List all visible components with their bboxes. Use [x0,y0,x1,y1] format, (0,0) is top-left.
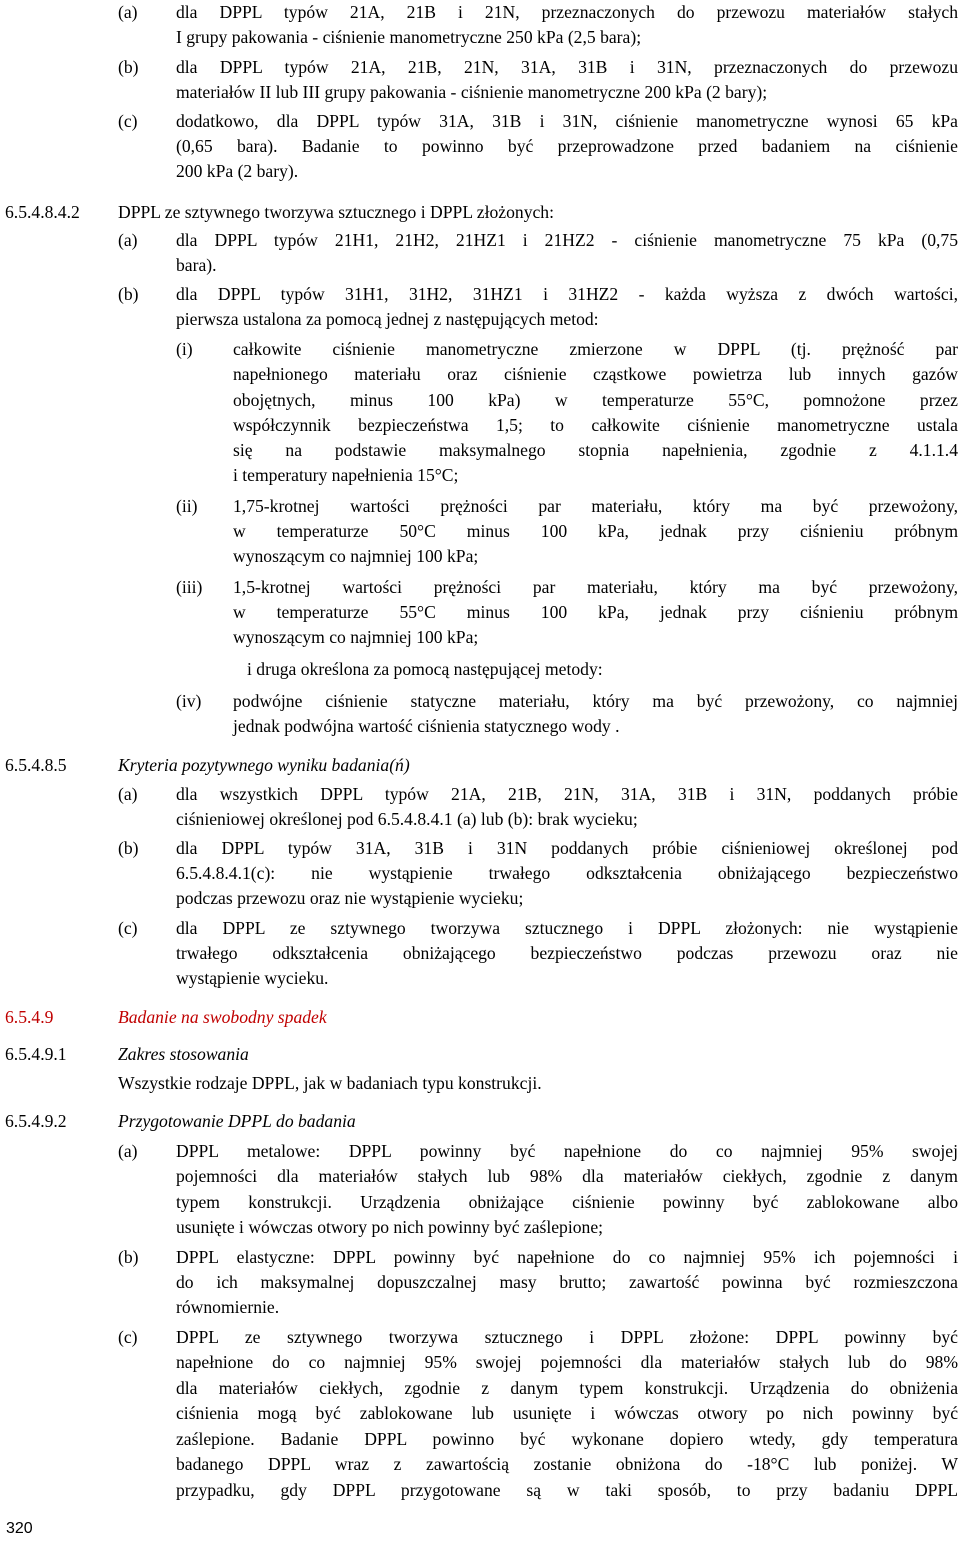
item-a-line-1: dla DPPL typów 21A, 21B i 21N, przeznaczonych do przewozu materiałów stałych [176,2,958,22]
subitem-i-line-4: współczynnik bezpieczeństwa 1,5; to całkowite ciśnienie manometryczne ustala [233,415,958,435]
item-label-b: (b) [118,284,139,304]
item-label-c: (c) [118,1327,138,1347]
subitem-iii-line-2: w temperaturze 55°C minus 100 kPa, jednak przy ciśnieniu próbnym [233,602,958,622]
item-label-c: (c) [118,111,138,131]
item-c-line-3: dla materiałów ciekłych, zgodnie z danym typem konstrukcji. Urządzenia do obniżenia [176,1378,958,1398]
subitem-i-line-1: całkowite ciśnienie manometryczne zmierzone w DPPL (tj. prężność par [233,339,958,359]
item-c-line-3: wystąpienie wycieku. [176,968,329,988]
item-a-line-3: typem konstrukcji. Urządzenia obniżające ciśnienie powinny być zablokowane albo [176,1192,958,1212]
subitem-label-iii: (iii) [176,577,203,597]
subitem-ii-line-1: 1,75-krotnej wartości prężności par materiału, który ma być przewożony, [233,496,958,516]
item-c-line-3: 200 kPa (2 bary). [176,161,299,181]
item-label-b: (b) [118,838,139,858]
item-b-line-2: do ich maksymalnej dopuszczalnej masy brutto; zawartość powinna być rozmieszczona [176,1272,958,1292]
subitem-label-i: (i) [176,339,193,359]
item-b-line-2: pierwsza ustalona za pomocą jednej z następujących metod: [176,309,599,329]
item-c-line-6: badanego DPPL wraz z zawartością zostanie obniżona do -18°C lub poniżej. W [176,1454,958,1474]
item-a-line-2: pojemności dla materiałów stałych lub 98% dla materiałów ciekłych, zgodnie z danym [176,1166,958,1186]
page-number: 320 [6,1520,33,1537]
subitem-iii-line-3: wynoszącym co najmniej 100 kPa; [233,627,479,647]
section-title: DPPL ze sztywnego tworzywa sztucznego i DPPL złożonych: [118,202,554,222]
item-b-line-2: materiałów II lub III grupy pakowania - ciśnienie manometryczne 200 kPa (2 bary); [176,82,768,102]
section-title: Zakres stosowania [118,1044,249,1064]
subitem-ii-line-2: w temperaturze 50°C minus 100 kPa, jednak przy ciśnieniu próbnym [233,521,958,541]
section-title: Przygotowanie DPPL do badania [118,1111,356,1131]
item-label-c: (c) [118,918,138,938]
item-a-line-2: I grupy pakowania - ciśnienie manometryczne 250 kPa (2,5 bara); [176,27,642,47]
second-method-text: i druga określona za pomocą następującej metody: [247,659,603,679]
section-heading: Badanie na swobodny spadek [118,1007,327,1027]
item-b-line-1: DPPL elastyczne: DPPL powinny być napełnione do co najmniej 95% ich pojemności i [176,1247,958,1267]
subitem-iii-line-1: 1,5-krotnej wartości prężności par materiału, który ma być przewożony, [233,577,958,597]
subitem-iv-line-2: jednak podwójna wartość ciśnienia statycznego wody . [233,716,620,736]
item-c-line-1: DPPL ze sztywnego tworzywa sztucznego i DPPL złożone: DPPL powinny być [176,1327,958,1347]
item-a-line-2: ciśnieniowej określonej pod 6.5.4.8.4.1 (a) lub (b): brak wycieku; [176,809,638,829]
section-number: 6.5.4.8.5 [5,755,67,775]
item-b-line-1: dla DPPL typów 31H1, 31H2, 31HZ1 i 31HZ2 - każda wyższa z dwóch wartości, [176,284,958,304]
item-b-line-2: 6.5.4.8.4.1(c): nie wystąpienie trwałego odkształcenia obniżającego bezpieczeństwo [176,863,958,883]
section-text: Wszystkie rodzaje DPPL, jak w badaniach typu konstrukcji. [118,1073,542,1093]
item-label-b: (b) [118,1247,139,1267]
item-a-line-1: dla wszystkich DPPL typów 21A, 21B, 21N, 31A, 31B i 31N, poddanych próbie [176,784,958,804]
subitem-i-line-2: napełnionego materiału oraz ciśnienie cząstkowe powietrza lub innych gazów [233,364,958,384]
section-title: Kryteria pozytywnego wyniku badania(ń) [118,755,410,775]
subitem-label-iv: (iv) [176,691,202,711]
section-number: 6.5.4.9.2 [5,1111,67,1131]
item-c-line-2: (0,65 bara). Badanie to powinno być przeprowadzone przed badaniem na ciśnienie [176,136,958,156]
item-c-line-2: napełnione do co najmniej 95% swojej pojemności dla materiałów stałych lub do 98% [176,1352,958,1372]
subitem-i-line-6: i temperatury napełnienia 15°C; [233,465,459,485]
item-label-b: (b) [118,57,139,77]
item-label-a: (a) [118,1141,138,1161]
item-a-line-4: usunięte i wówczas otwory po nich powinny być zaślepione; [176,1217,604,1237]
item-a-line-2: bara). [176,255,217,275]
item-c-line-2: trwałego odkształcenia obniżającego bezpieczeństwo podczas przewozu oraz nie [176,943,958,963]
subitem-i-line-5: się na podstawie maksymalnego stopnia napełnienia, zgodnie z 4.1.1.4 [233,440,958,460]
item-label-a: (a) [118,2,138,22]
subitem-label-ii: (ii) [176,496,198,516]
section-number: 6.5.4.9 [5,1007,54,1027]
item-c-line-4: ciśnienia mogą być zablokowane lub usunięte i wówczas otwory po nich powinny być [176,1403,958,1423]
item-b-line-1: dla DPPL typów 21A, 21B, 21N, 31A, 31B i 31N, przeznaczonych do przewozu [176,57,958,77]
item-label-a: (a) [118,784,138,804]
section-number: 6.5.4.8.4.2 [5,202,80,222]
item-c-line-1: dla DPPL ze sztywnego tworzywa sztucznego i DPPL złożonych: nie wystąpienie [176,918,958,938]
subitem-i-line-3: obojętnych, minus 100 kPa) w temperaturze 55°C, pomnożone przez [233,390,958,410]
item-a-line-1: dla DPPL typów 21H1, 21H2, 21HZ1 i 21HZ2 - ciśnienie manometryczne 75 kPa (0,75 [176,230,958,250]
item-c-line-1: dodatkowo, dla DPPL typów 31A, 31B i 31N, ciśnienie manometryczne wynosi 65 kPa [176,111,958,131]
item-b-line-1: dla DPPL typów 31A, 31B i 31N poddanych próbie ciśnieniowej określonej pod [176,838,958,858]
subitem-iv-line-1: podwójne ciśnienie statyczne materiału, który ma być przewożony, co najmniej [233,691,958,711]
item-b-line-3: podczas przewozu oraz nie wystąpienie wycieku; [176,888,524,908]
subitem-ii-line-3: wynoszącym co najmniej 100 kPa; [233,546,479,566]
item-label-a: (a) [118,230,138,250]
section-number: 6.5.4.9.1 [5,1044,67,1064]
item-a-line-1: DPPL metalowe: DPPL powinny być napełnione do co najmniej 95% swojej [176,1141,958,1161]
item-c-line-5: zaślepione. Badanie DPPL powinno być wykonane dopiero wtedy, gdy temperatura [176,1429,958,1449]
item-c-line-7: przypadku, gdy DPPL przygotowane są w taki sposób, to przy badaniu DPPL [176,1480,958,1500]
item-b-line-3: równomiernie. [176,1297,280,1317]
